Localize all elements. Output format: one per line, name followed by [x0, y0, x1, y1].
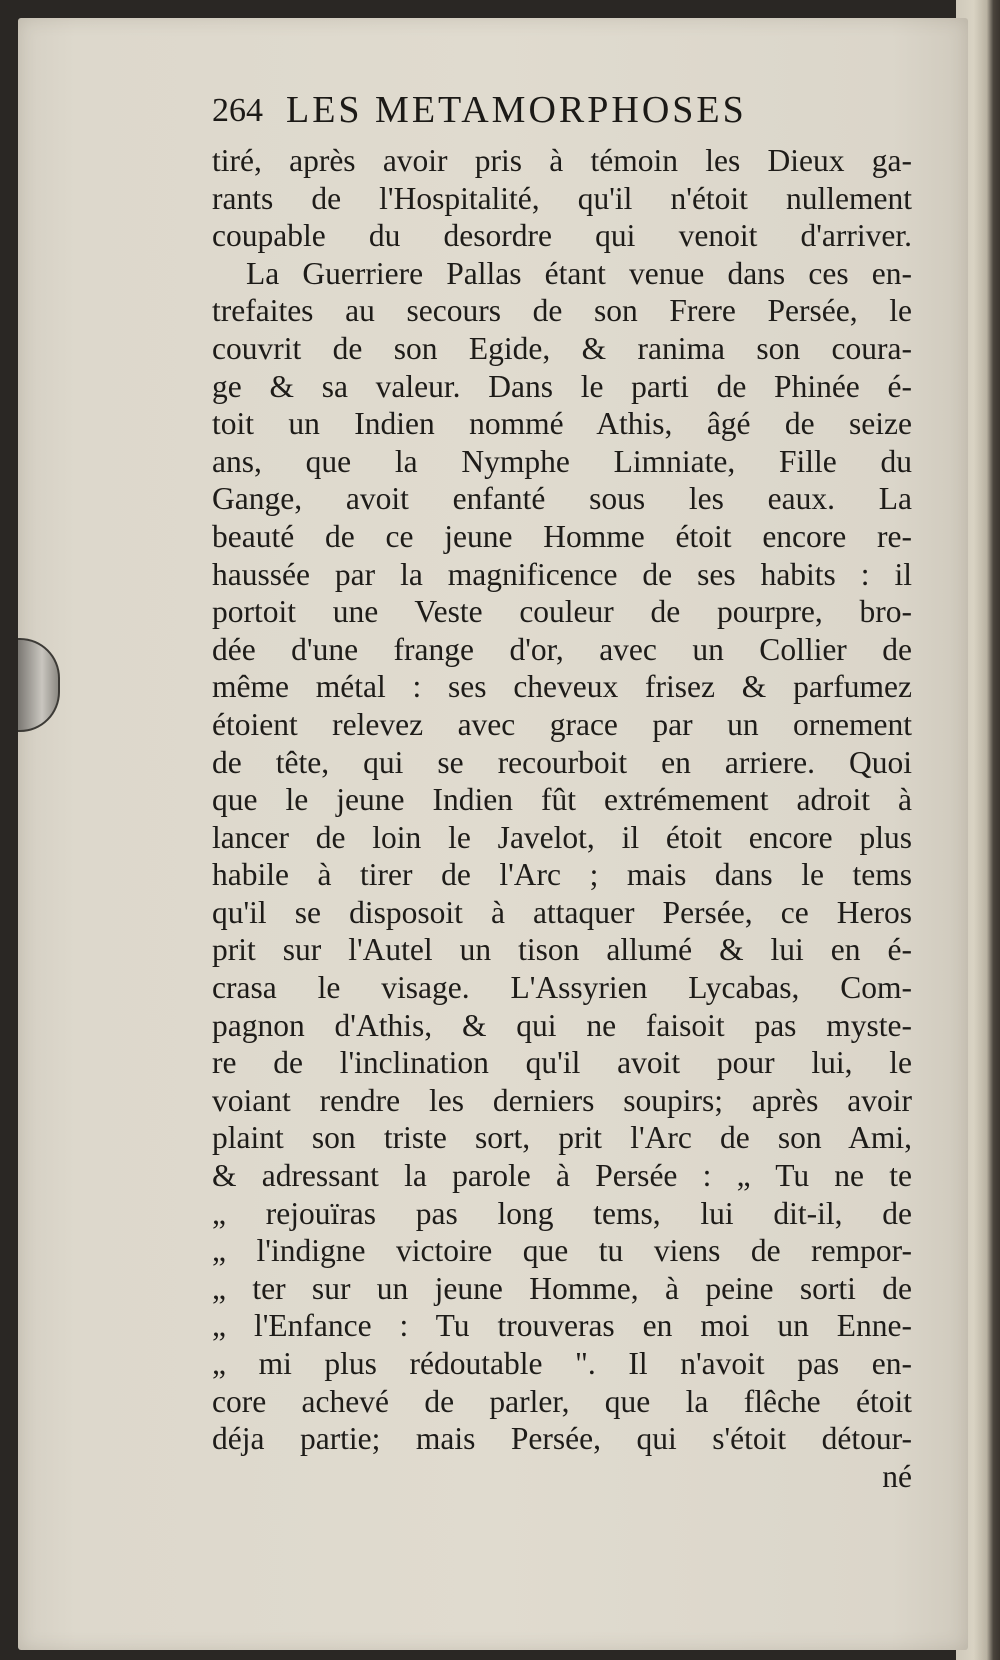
text-line: „ ter sur un jeune Homme, à peine sorti de	[212, 1270, 912, 1306]
text-line: tiré, après avoir pris à témoin les Dieux ga-	[212, 143, 912, 178]
body-text	[212, 142, 912, 1495]
text-line: que le jeune Indien fût extrémement adroit à	[212, 782, 912, 818]
text-line: ge & sa valeur. Dans le parti de Phinée é-	[212, 368, 912, 404]
text-line: même métal : ses cheveux frisez & parfumez	[212, 669, 912, 705]
page-clip	[18, 638, 60, 732]
text-line: Gange, avoit enfanté sous les eaux. La	[212, 481, 912, 517]
text-line: crasa le visage. L'Assyrien Lycabas, Com-	[212, 970, 912, 1006]
text-line: core achevé de parler, que la flêche étoit	[212, 1383, 912, 1419]
running-head: LES METAMORPHOSES	[286, 89, 747, 131]
text-line: habile à tirer de l'Arc ; mais dans le tems	[212, 857, 912, 893]
text-line: né	[882, 1458, 912, 1494]
text-line: coupable du desordre qui venoit d'arriver.	[212, 218, 912, 254]
page-header	[212, 88, 852, 138]
text-line: rants de l'Hospitalité, qu'il n'étoit nullement	[212, 180, 912, 216]
page-number: 264	[212, 92, 263, 129]
text-line: trefaites au secours de son Frere Persée, le	[212, 293, 912, 329]
text-line: toit un Indien nommé Athis, âgé de seize	[212, 406, 912, 442]
text-line: de tête, qui se recourboit en arriere. Quoi	[212, 744, 912, 780]
text-line: lancer de loin le Javelot, il étoit encore plus	[212, 819, 912, 855]
text-line: déja partie; mais Persée, qui s'étoit détour-	[212, 1421, 912, 1457]
text-line: „ mi plus rédoutable ". Il n'avoit pas en-	[212, 1346, 912, 1381]
text-line: haussée par la magnificence de ses habits : il	[212, 556, 912, 592]
text-line: La Guerriere Pallas étant venue dans ces en-	[246, 255, 912, 291]
text-line: re de l'inclination qu'il avoit pour lui, le	[212, 1045, 912, 1081]
text-line: beauté de ce jeune Homme étoit encore re-	[212, 518, 912, 554]
text-line: plaint son triste sort, prit l'Arc de son Ami,	[212, 1120, 912, 1156]
text-line: étoient relevez avec grace par un ornement	[212, 706, 912, 742]
text-line: „ l'indigne victoire que tu viens de rempor-	[212, 1233, 912, 1269]
text-line: dée d'une frange d'or, avec un Collier de	[212, 631, 912, 667]
text-line: & adressant la parole à Persée : „ Tu ne te	[212, 1158, 912, 1194]
text-line: prit sur l'Autel un tison allumé & lui en é-	[212, 932, 912, 968]
text-line: couvrit de son Egide, & ranima son coura-	[212, 330, 912, 366]
text-line: portoit une Veste couleur de pourpre, bro-	[212, 594, 912, 630]
text-line: qu'il se disposoit à attaquer Persée, ce Heros	[212, 894, 912, 930]
text-line: voiant rendre les derniers soupirs; après avoir	[212, 1082, 912, 1118]
text-line: „ l'Enfance : Tu trouveras en moi un Enne-	[212, 1308, 912, 1344]
text-line: pagnon d'Athis, & qui ne faisoit pas myste-	[212, 1007, 912, 1043]
text-line: „ rejouïras pas long tems, lui dit-il, de	[212, 1195, 912, 1231]
text-line: ans, que la Nymphe Limniate, Fille du	[212, 443, 912, 479]
